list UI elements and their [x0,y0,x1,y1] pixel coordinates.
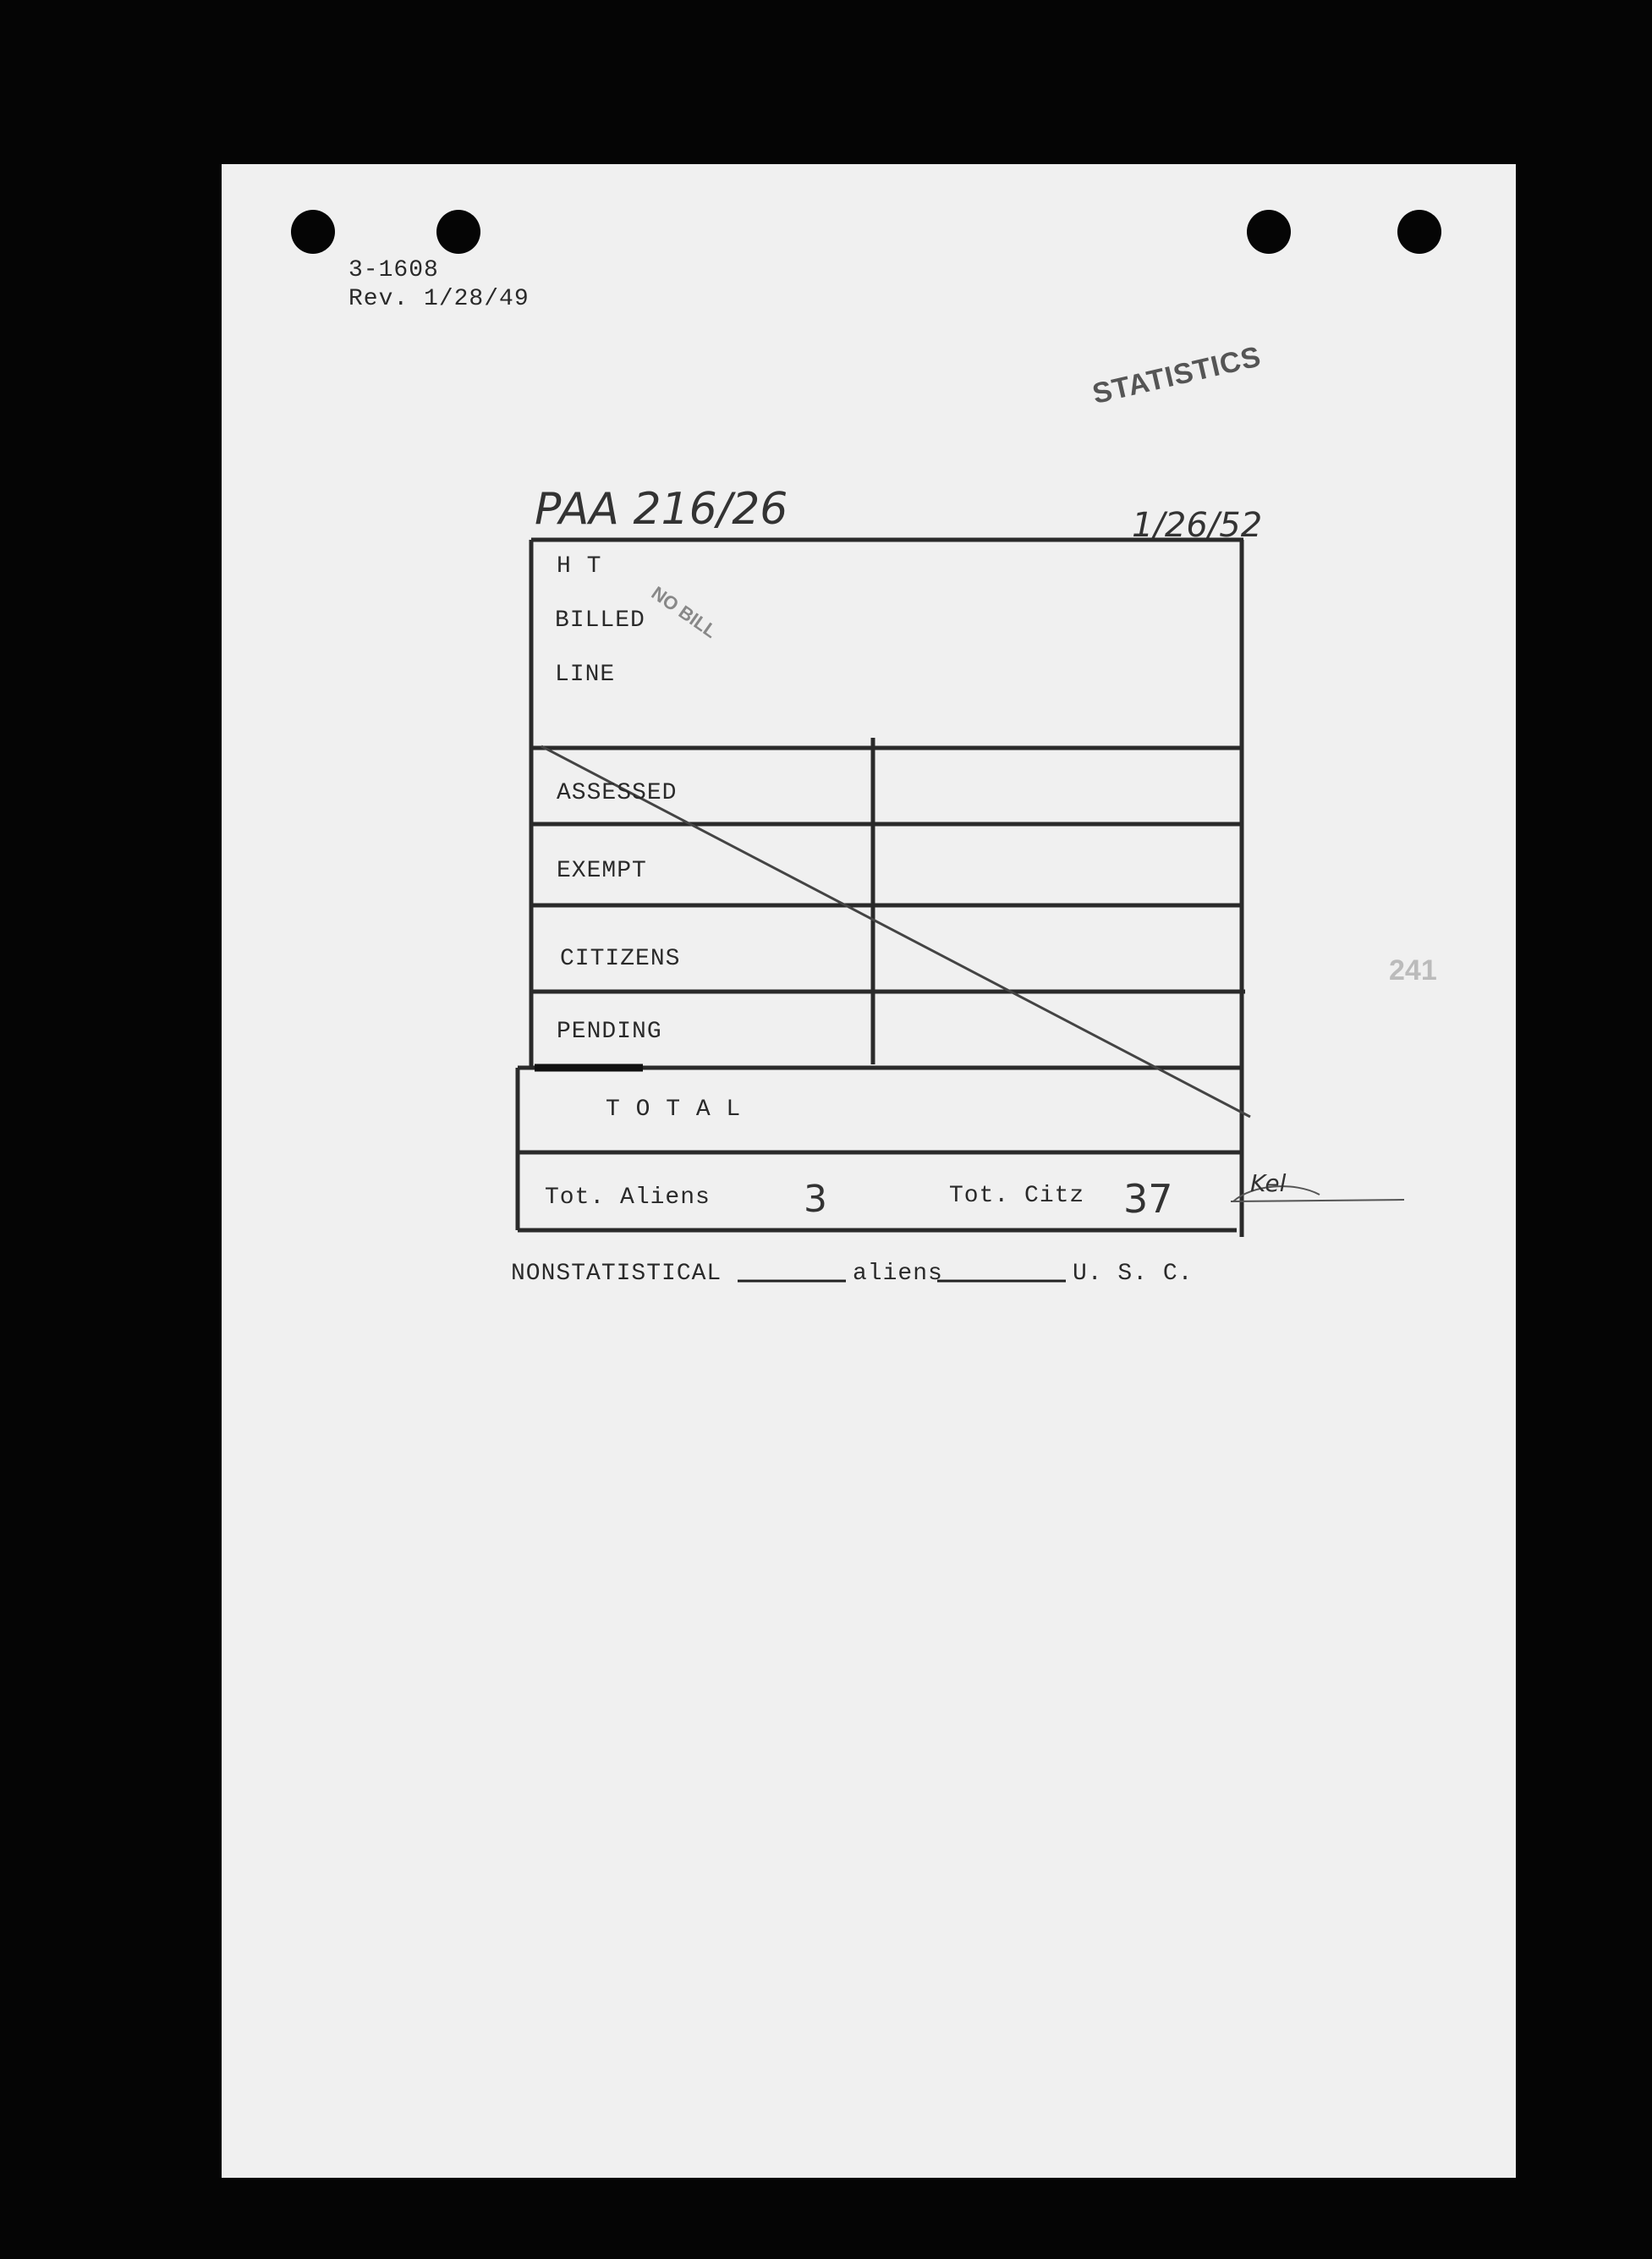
row-label-exempt: EXEMPT [557,858,647,884]
box-header-line: LINE [555,662,616,688]
total-citizens-label: Tot. Citz [949,1183,1085,1209]
flight-number: PAA 216/26 [535,484,788,535]
no-bill-stamp: NO BILL [647,582,722,642]
usc-label: U. S. C. [1073,1261,1194,1287]
total-aliens-value: 3 [804,1178,827,1221]
row-label-assessed: ASSESSED [557,780,678,806]
total-aliens-label: Tot. Aliens [545,1184,711,1211]
aliens-label: aliens [853,1261,943,1287]
statistics-stamp: STATISTICS [1089,340,1265,411]
box-header-line: H T [557,553,602,580]
total-citizens-value: 37 [1123,1176,1173,1222]
handwritten-initials: Kel [1250,1169,1287,1197]
row-label-pending: PENDING [557,1019,662,1045]
form-revision: Rev. 1/28/49 [349,286,530,312]
box-header-line: BILLED [555,607,645,634]
form-number: 3-1608 [349,257,439,283]
handwritten-date: 1/26/52 [1132,506,1263,545]
row-label-citizens: CITIZENS [560,946,681,972]
page-number-stamp: 241 [1389,954,1437,987]
total-label: T O T A L [606,1097,742,1123]
nonstatistical-label: NONSTATISTICAL [511,1261,722,1287]
